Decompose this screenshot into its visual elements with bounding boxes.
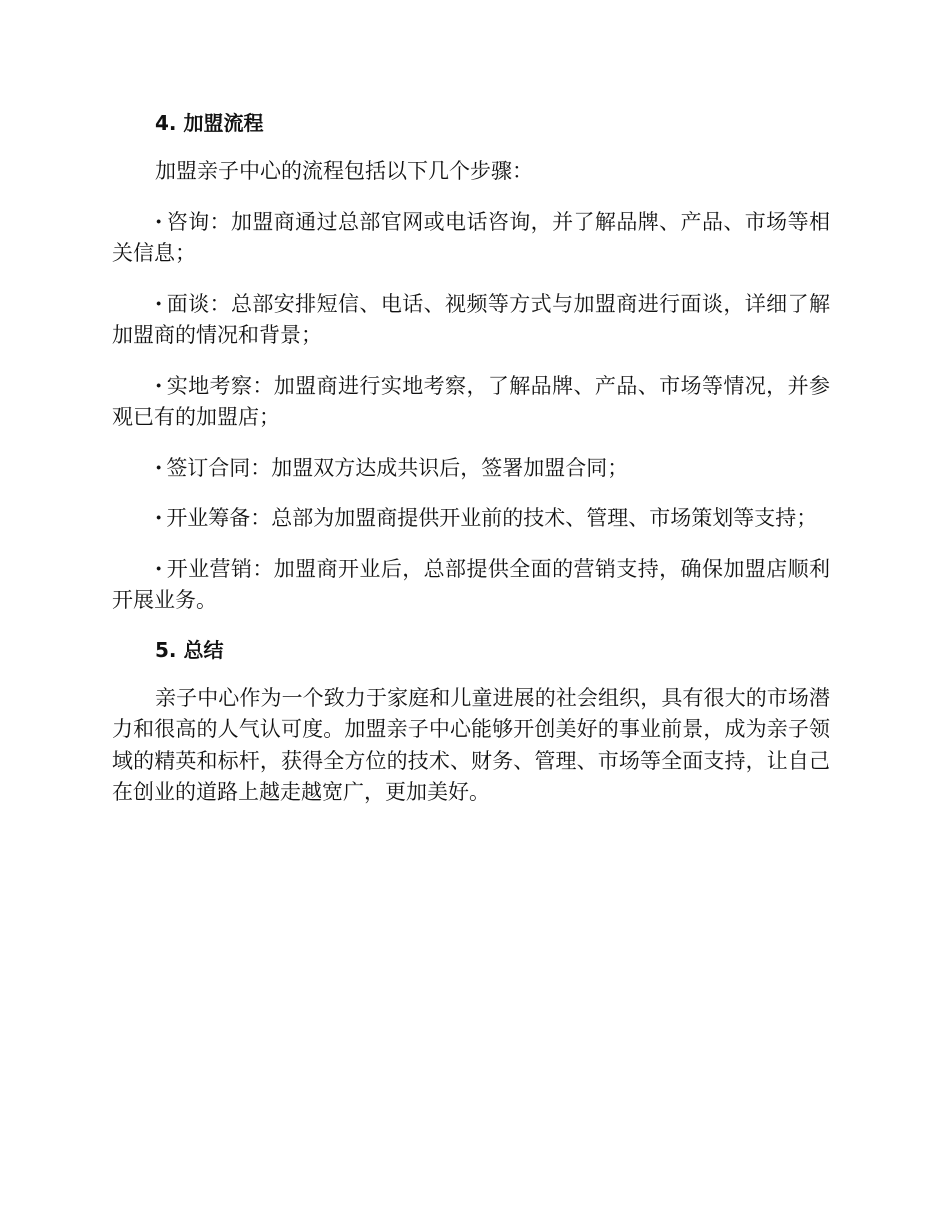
process-steps-list (112, 206, 830, 617)
process-step-text: 开业筹备：总部为加盟商提供开业前的技术、管理、市场策划等支持； (166, 506, 818, 530)
process-step-text: 签订合同：加盟双方达成共识后，签署加盟合同； (166, 455, 629, 480)
document-content (112, 108, 830, 827)
process-step (112, 502, 830, 535)
section-heading-summary: 5. 总结 (155, 637, 224, 662)
process-step (112, 370, 830, 434)
process-step (112, 452, 830, 485)
bullet-dot: · (155, 372, 163, 398)
process-step (112, 553, 830, 617)
summary-paragraph: 亲子中心作为一个致力于家庭和儿童进展的社会组织，具有很大的市场潜力和很高的人气认可度。加盟亲子中心能够开创美好的事业前景，成为亲子领域的精英和标杆，获得全方位的技术、财务、管理、市场等全面支持，让自己在创业的道路上越走越宽广，更加美好。 (112, 685, 830, 804)
process-step (112, 206, 830, 270)
process-step-text: 开业营销：加盟商开业后，总部提供全面的营销支持，确保加盟店顺利开展业务。 (112, 556, 830, 612)
process-step-text: 实地考察：加盟商进行实地考察，了解品牌、产品、市场等情况，并参观已有的加盟店； (112, 373, 830, 429)
section-heading-process: 4. 加盟流程 (155, 111, 264, 135)
bullet-dot: · (155, 454, 163, 480)
process-step-text: 面谈：总部安排短信、电话、视频等方式与加盟商进行面谈，详细了解加盟商的情况和背景； (112, 291, 830, 347)
process-step-text: 咨询：加盟商通过总部官网或电话咨询，并了解品牌、产品、市场等相关信息； (112, 209, 830, 265)
bullet-dot: · (155, 208, 163, 234)
process-intro: 加盟亲子中心的流程包括以下几个步骤： (155, 159, 533, 183)
process-step (112, 288, 830, 352)
bullet-dot: · (155, 555, 163, 581)
bullet-dot: · (155, 505, 163, 530)
bullet-dot: · (155, 290, 163, 316)
